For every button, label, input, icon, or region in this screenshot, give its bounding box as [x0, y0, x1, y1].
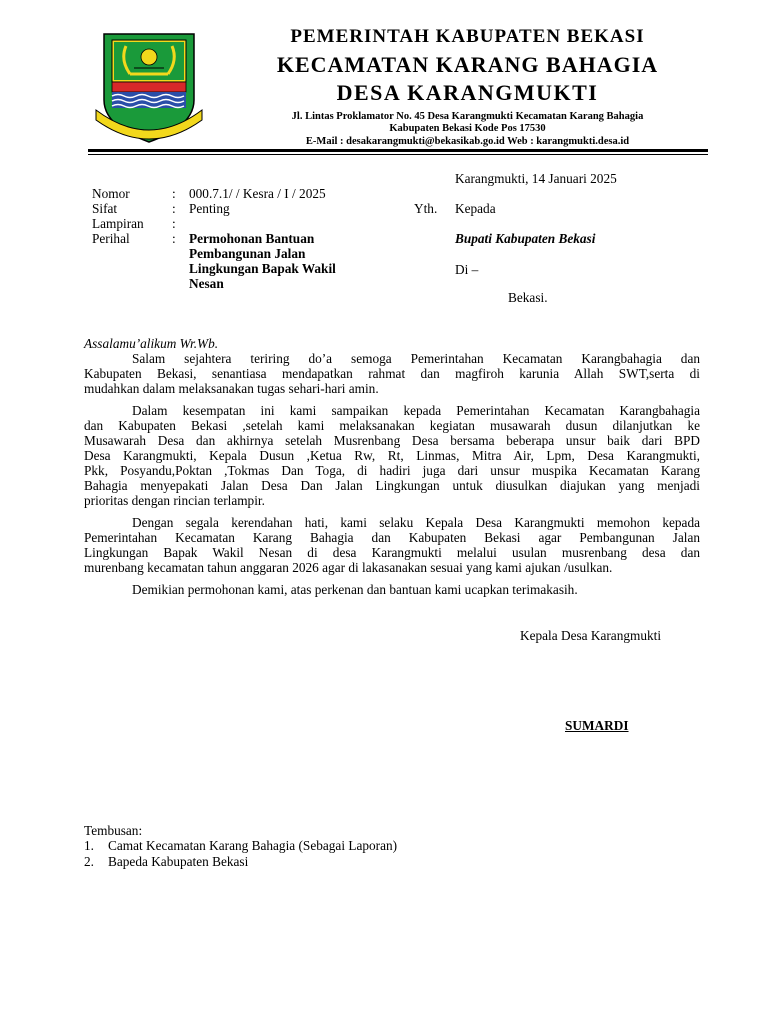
perihal-line-3: Lingkungan Bapak Wakil: [189, 261, 336, 276]
paragraph-3: [84, 515, 700, 575]
tembusan-label: Tembusan:: [84, 823, 143, 838]
sifat-value: Penting: [189, 201, 230, 216]
header-district-line: KECAMATAN KARANG BAHAGIA: [276, 52, 659, 77]
header-divider-thin: [88, 154, 708, 155]
nomor-colon: :: [172, 186, 176, 201]
header-village-line: DESA KARANGMUKTI: [336, 80, 599, 105]
place-date: Karangmukti, 14 Januari 2025: [455, 171, 617, 186]
perihal-colon: :: [172, 231, 176, 246]
paragraph-4: [84, 582, 700, 597]
recipient-di: Di –: [455, 262, 479, 277]
header-address: Jl. Lintas Proklamator No. 45 Desa Karangmukti Kecamatan Karang Bahagia: [291, 111, 644, 122]
yth-label: Yth.: [414, 201, 438, 216]
bekasi-regency-logo: [90, 30, 208, 150]
paragraph-line: Pemerintahan Kecamatan Karang Bahagia dan Kabupaten Bekasi agar Pembangunan Jalan: [84, 530, 700, 545]
kepada-label: Kepada: [455, 201, 496, 216]
recipient-city: Bekasi.: [508, 290, 548, 305]
header-contact: E-Mail : desakarangmukti@bekasikab.go.id Web : karangmukti.desa.id: [305, 136, 630, 147]
nomor-value: 000.7.1/ / Kesra / I / 2025: [189, 186, 326, 201]
paragraph-line: Musawarah Desa dan akhirnya setelah Musrenbang Desa bersama beberapa unsur baik dari BPD: [84, 433, 700, 448]
signature-name: SUMARDI: [565, 718, 629, 733]
tembusan-item-1: 1. Camat Kecamatan Karang Bahagia (Sebagai Laporan): [84, 838, 398, 853]
paragraph-line: Kabupaten Bekasi, senantiasa mendapatkan rahmat dan magfiroh karunia Allah SWT,serta di: [84, 366, 700, 381]
lampiran-label: Lampiran: [92, 216, 144, 231]
paragraph-line: Dengan segala kerendahan hati, kami selaku Kepala Desa Karangmukti memohon kepada: [132, 515, 700, 530]
nomor-label: Nomor: [92, 186, 130, 201]
perihal-line-1: Permohonan Bantuan: [189, 231, 315, 246]
tembusan-item-text: Bapeda Kabupaten Bekasi: [108, 854, 249, 869]
tembusan-item-2: 2. Bapeda Kabupaten Bekasi: [84, 854, 249, 869]
paragraph-line: mudahkan dalam melaksanakan tugas sehari-hari amin.: [84, 381, 379, 396]
lampiran-colon: :: [172, 216, 176, 231]
perihal-line-2: Pembangunan Jalan: [189, 246, 306, 261]
perihal-label: Perihal: [92, 231, 130, 246]
header-postcode: Kabupaten Bekasi Kode Pos 17530: [389, 123, 546, 134]
signature-title: Kepala Desa Karangmukti: [520, 628, 662, 643]
greeting: Assalamu’alikum Wr.Wb.: [84, 336, 219, 351]
paragraph-line: Dalam kesempatan ini kami sampaikan kepada Pemerintahan Kecamatan Karangbahagia: [132, 403, 700, 418]
paragraph-1: [84, 351, 700, 396]
header-divider-thick: [88, 149, 708, 152]
paragraph-line: Lingkungan Bapak Wakil Nesan di desa Karangmukti melalui usulan musrenbang desa dan: [84, 545, 700, 560]
perihal-line-4: Nesan: [189, 276, 224, 291]
paragraph-line: Pkk, Posyandu,Poktan ,Tokmas Dan Toga, di hadiri juga dari unsur muspika Kecamatan Karang: [84, 463, 700, 478]
paragraph-2: [84, 403, 700, 508]
header-government-line: PEMERINTAH KABUPATEN BEKASI: [290, 26, 645, 47]
tembusan-item-text: Camat Kecamatan Karang Bahagia (Sebagai Laporan): [108, 838, 398, 853]
paragraph-line: Salam sejahtera teriring do’a semoga Pemerintahan Kecamatan Karangbahagia dan: [132, 351, 700, 366]
paragraph-line: murenbang kecamatan tahun anggaran 2026 agar di lakasanakan sesuai yang kami ajukan /usulkan.: [84, 560, 613, 575]
paragraph-line: prioritas dengan rincian terlampir.: [84, 493, 265, 508]
paragraph-line: dan Kabupaten Bekasi ,setelah kami melaksanakan kegiatan musawarah dusun dilanjutkan ke: [84, 418, 700, 433]
paragraph-line: Bahagia menyepakati Jalan Desa Dan Jalan Lingkungan untuk diusulkan diajukan yang menjadi: [84, 478, 700, 493]
sifat-label: Sifat: [92, 201, 118, 216]
sifat-colon: :: [172, 201, 176, 216]
recipient-name: Bupati Kabupaten Bekasi: [455, 231, 596, 246]
paragraph-line: Demikian permohonan kami, atas perkenan dan bantuan kami ucapkan terimakasih.: [132, 582, 578, 597]
paragraph-line: Desa Karangmukti, Kepala Dusun ,Ketua Rw, Rt, Linmas, Mitra Air, Lpm, Desa Karangmukti,: [84, 448, 700, 463]
